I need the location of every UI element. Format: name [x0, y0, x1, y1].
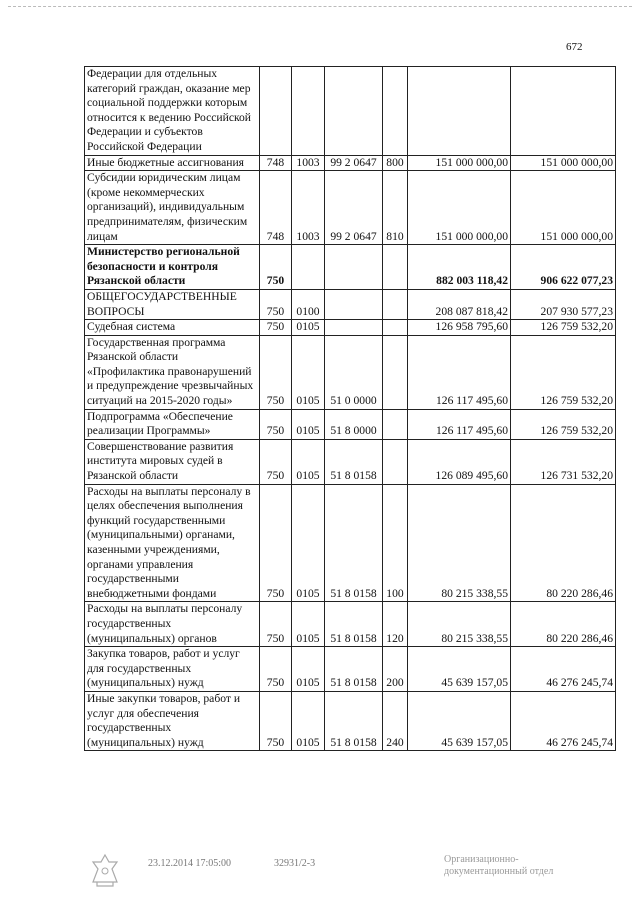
row-name: Судебная система	[85, 320, 260, 336]
row-expense-type	[383, 439, 408, 484]
row-article-code: 51 8 0158	[325, 602, 383, 647]
table-row	[85, 67, 616, 156]
table-row	[85, 691, 616, 750]
row-expense-type	[383, 335, 408, 409]
row-amount-2015: 126 958 795,60	[408, 320, 511, 336]
table-row	[85, 647, 616, 692]
footer-doc-code: 32931/2-3	[274, 858, 316, 869]
row-ministry-code: 750	[260, 484, 292, 602]
row-name: Министерство региональной безопасности и контроля Рязанской области	[85, 245, 260, 290]
row-amount-2015	[408, 67, 511, 156]
row-expense-type: 120	[383, 602, 408, 647]
row-ministry-code: 748	[260, 155, 292, 171]
row-amount-2015: 45 639 157,05	[408, 691, 511, 750]
row-amount-2015: 208 087 818,42	[408, 289, 511, 319]
row-article-code: 51 8 0158	[325, 647, 383, 692]
row-amount-2016: 80 220 286,46	[511, 602, 616, 647]
row-amount-2016: 126 731 532,20	[511, 439, 616, 484]
row-amount-2016: 151 000 000,00	[511, 155, 616, 171]
row-amount-2015: 80 215 338,55	[408, 602, 511, 647]
row-expense-type	[383, 289, 408, 319]
row-expense-type	[383, 409, 408, 439]
row-ministry-code: 750	[260, 647, 292, 692]
row-name: Иные бюджетные ассигнования	[85, 155, 260, 171]
row-name: Расходы на выплаты персоналу в целях обеспечения выполнения функций государственными (муниципальными) органами, казенными учреждениями, органами управления государственными внебюджетными фондами	[85, 484, 260, 602]
row-article-code: 51 0 0000	[325, 335, 383, 409]
row-article-code: 99 2 0647	[325, 155, 383, 171]
row-ministry-code: 748	[260, 171, 292, 245]
footer-org-line1: Организационно-	[444, 854, 519, 865]
row-expense-type: 240	[383, 691, 408, 750]
table-row	[85, 484, 616, 602]
footer-timestamp: 23.12.2014 17:05:00	[148, 858, 232, 869]
row-amount-2015: 126 089 495,60	[408, 439, 511, 484]
row-amount-2015: 126 117 495,60	[408, 409, 511, 439]
row-name: ОБЩЕГОСУДАРСТВЕННЫЕ ВОПРОСЫ	[85, 289, 260, 319]
row-amount-2016: 126 759 532,20	[511, 320, 616, 336]
budget-table	[84, 66, 616, 751]
row-section-code	[292, 67, 325, 156]
row-expense-type: 810	[383, 171, 408, 245]
row-amount-2016: 151 000 000,00	[511, 171, 616, 245]
row-article-code: 51 8 0158	[325, 484, 383, 602]
row-ministry-code: 750	[260, 691, 292, 750]
row-section-code: 1003	[292, 171, 325, 245]
table-row	[85, 439, 616, 484]
row-ministry-code: 750	[260, 289, 292, 319]
row-section-code: 1003	[292, 155, 325, 171]
row-name: Подпрограмма «Обеспечение реализации Программы»	[85, 409, 260, 439]
row-ministry-code: 750	[260, 439, 292, 484]
row-expense-type: 200	[383, 647, 408, 692]
row-amount-2015: 151 000 000,00	[408, 155, 511, 171]
table-row	[85, 335, 616, 409]
row-amount-2016: 46 276 245,74	[511, 691, 616, 750]
row-section-code	[292, 245, 325, 290]
row-ministry-code: 750	[260, 409, 292, 439]
row-name: Закупка товаров, работ и услуг для государственных (муниципальных) нужд	[85, 647, 260, 692]
row-amount-2015: 45 639 157,05	[408, 647, 511, 692]
row-amount-2016: 46 276 245,74	[511, 647, 616, 692]
row-ministry-code: 750	[260, 335, 292, 409]
row-amount-2016: 207 930 577,23	[511, 289, 616, 319]
row-expense-type: 800	[383, 155, 408, 171]
row-section-code: 0105	[292, 439, 325, 484]
row-amount-2016	[511, 67, 616, 156]
table-row	[85, 155, 616, 171]
row-amount-2015: 151 000 000,00	[408, 171, 511, 245]
row-ministry-code: 750	[260, 602, 292, 647]
row-amount-2016: 906 622 077,23	[511, 245, 616, 290]
row-article-code: 51 8 0158	[325, 439, 383, 484]
page-number: 672	[566, 41, 583, 53]
row-expense-type	[383, 245, 408, 290]
table-row	[85, 289, 616, 319]
table-row	[85, 245, 616, 290]
row-amount-2015: 80 215 338,55	[408, 484, 511, 602]
row-section-code: 0105	[292, 602, 325, 647]
row-name: Иные закупки товаров, работ и услуг для обеспечения государственных (муниципальных) нужд	[85, 691, 260, 750]
row-section-code: 0105	[292, 647, 325, 692]
table-row	[85, 171, 616, 245]
table-row	[85, 409, 616, 439]
row-expense-type	[383, 320, 408, 336]
row-section-code: 0105	[292, 409, 325, 439]
row-name: Совершенствование развития института мировых судей в Рязанской области	[85, 439, 260, 484]
row-amount-2016: 126 759 532,20	[511, 409, 616, 439]
top-dashed-line	[8, 6, 632, 7]
row-name: Государственная программа Рязанской области «Профилактика правонарушений и предупреждение чрезвычайных ситуаций на 2015-2020 годы»	[85, 335, 260, 409]
row-expense-type	[383, 67, 408, 156]
row-ministry-code	[260, 67, 292, 156]
row-section-code: 0105	[292, 691, 325, 750]
footer-org	[444, 854, 553, 878]
row-name: Федерации для отдельных категорий граждан, оказание мер социальной поддержки которым относится к ведению Российской Федерации и субъектов Российской Федерации	[85, 67, 260, 156]
row-article-code: 51 8 0158	[325, 691, 383, 750]
row-amount-2016: 80 220 286,46	[511, 484, 616, 602]
row-article-code: 99 2 0647	[325, 171, 383, 245]
page-footer	[84, 852, 624, 892]
row-article-code	[325, 289, 383, 319]
row-ministry-code: 750	[260, 245, 292, 290]
row-section-code: 0105	[292, 484, 325, 602]
row-article-code	[325, 67, 383, 156]
footer-org-line2: документационный отдел	[444, 866, 554, 877]
row-name: Субсидии юридическим лицам (кроме некоммерческих организаций), индивидуальным предпринимателям, физическим лицам	[85, 171, 260, 245]
row-section-code: 0105	[292, 335, 325, 409]
row-amount-2015: 126 117 495,60	[408, 335, 511, 409]
row-amount-2016: 126 759 532,20	[511, 335, 616, 409]
row-name: Расходы на выплаты персоналу государственных (муниципальных) органов	[85, 602, 260, 647]
row-ministry-code: 750	[260, 320, 292, 336]
row-article-code	[325, 320, 383, 336]
row-section-code: 0100	[292, 289, 325, 319]
row-section-code: 0105	[292, 320, 325, 336]
row-expense-type: 100	[383, 484, 408, 602]
coat-of-arms-icon	[84, 852, 126, 888]
row-amount-2015: 882 003 118,42	[408, 245, 511, 290]
row-article-code	[325, 245, 383, 290]
table-row	[85, 602, 616, 647]
row-article-code: 51 8 0000	[325, 409, 383, 439]
table-row	[85, 320, 616, 336]
